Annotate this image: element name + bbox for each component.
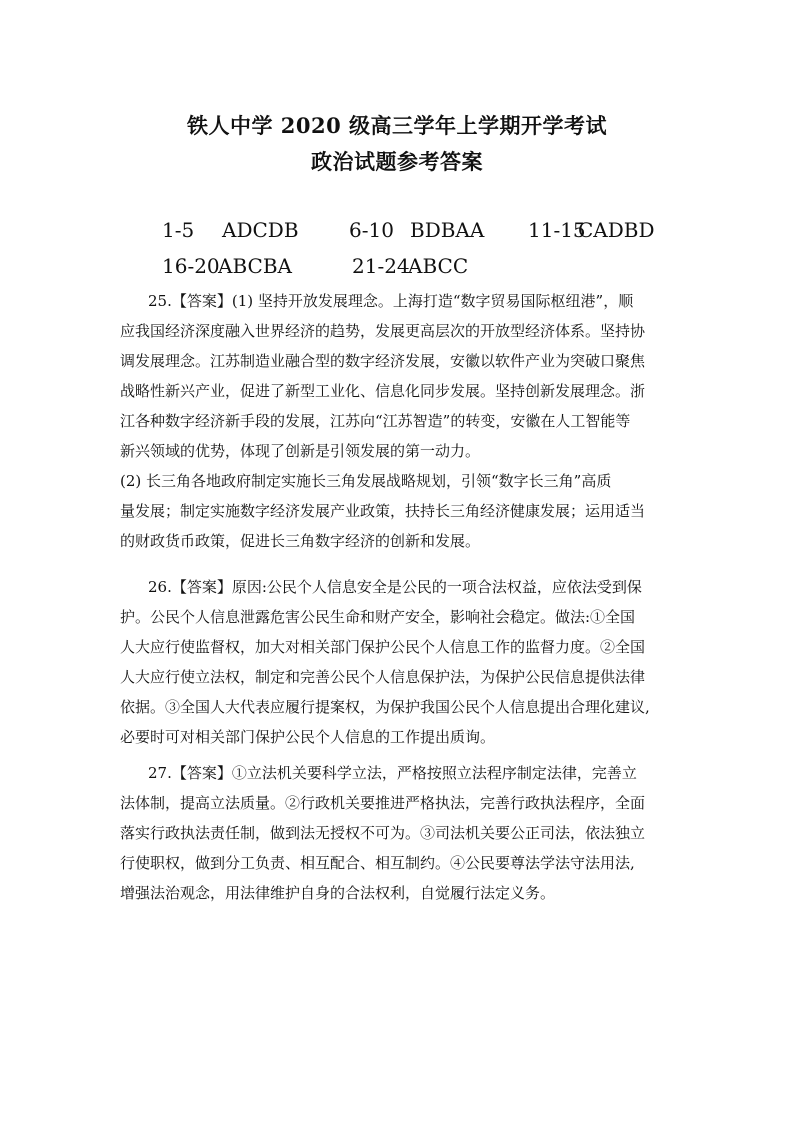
q25-part2-line: (2) 长三角各地政府制定实施长三角发展战略规划，引领“数字长三角”高质 xyxy=(120,472,612,490)
answer-letters-6-10: BDBAA xyxy=(410,218,485,242)
title-line-1: 铁人中学 2020 级高三学年上学期开学考试 xyxy=(186,113,608,138)
q25-line: 应我国经济深度融入世界经济的趋势，发展更高层次的开放型经济体系。坚持协 xyxy=(120,322,646,340)
q26-line: 护。公民个人信息泄露危害公民生命和财产安全，影响社会稳定。做法:①全国 xyxy=(120,608,636,626)
answer-26 xyxy=(120,572,676,752)
q26-line: 人大应行使监督权，加大对相关部门保护公民个人信息工作的监督力度。②全国 xyxy=(120,638,646,656)
q25-line: 战略性新兴产业，促进了新型工业化、信息化同步发展。坚持创新发展理念。浙 xyxy=(120,382,646,400)
q25-line: 江各种数字经济新手段的发展，江苏向“江苏智造”的转变，安徽在人工智能等 xyxy=(120,412,631,430)
answer-letters-21-24: ABCC xyxy=(408,254,469,278)
q27-line: 落实行政执法责任制，做到法无授权不可为。③司法机关要公正司法，依法独立 xyxy=(120,824,646,842)
answer-range-21-24: 21-24 xyxy=(352,254,410,278)
q26-line: 人大应行使立法权，制定和完善公民个人信息保护法，为保护公民信息提供法律 xyxy=(120,668,646,686)
q25-line: 25.【答案】(1) 坚持开放发展理念。上海打造“数字贸易国际枢纽港”，顺 xyxy=(148,292,634,310)
q26-line: 必要时可对相关部门保护公民个人信息的工作提出质询。 xyxy=(120,728,496,746)
answer-letters-11-15: CADBD xyxy=(578,218,655,242)
answer-range-6-10: 6-10 xyxy=(349,218,394,242)
q27-line: 27.【答案】①立法机关要科学立法，严格按照立法程序制定法律，完善立 xyxy=(148,764,637,782)
q25-line: 调发展理念。江苏制造业融合型的数字经济发展，安徽以软件产业为突破口聚焦 xyxy=(120,352,646,370)
answer-27 xyxy=(120,758,676,908)
q27-line: 法体制，提高立法质量。②行政机关要推进严格执法，完善行政执法程序，全面 xyxy=(120,794,646,812)
q27-line: 行使职权，做到分工负责、相互配合、相互制约。④公民要尊法学法守法用法, xyxy=(120,854,635,872)
answer-letters-1-5: ADCDB xyxy=(222,218,299,242)
q26-line: 26.【答案】原因:公民个人信息安全是公民的一项合法权益，应依法受到保 xyxy=(148,578,642,596)
answer-letters-16-20: ABCBA xyxy=(218,254,292,278)
answer-range-11-15: 11-15 xyxy=(528,218,586,242)
q26-line: 依据。③全国人大代表应履行提案权，为保护我国公民个人信息提出合理化建议, xyxy=(120,698,650,716)
q25-line: 新兴领域的优势，体现了创新是引领发展的第一动力。 xyxy=(120,442,481,460)
answer-range-16-20: 16-20 xyxy=(162,254,220,278)
answer-25 xyxy=(120,286,676,556)
q25-part2-line: 的财政货币政策，促进长三角数字经济的创新和发展。 xyxy=(120,532,481,550)
q25-part2-line: 量发展；制定实施数字经济发展产业政策，扶持长三角经济健康发展；运用适当 xyxy=(120,502,646,520)
q27-line: 增强法治观念，用法律维护自身的合法权利，自觉履行法定义务。 xyxy=(120,884,556,902)
title-line-2: 政治试题参考答案 xyxy=(311,149,483,174)
answer-range-1-5: 1-5 xyxy=(162,218,195,242)
